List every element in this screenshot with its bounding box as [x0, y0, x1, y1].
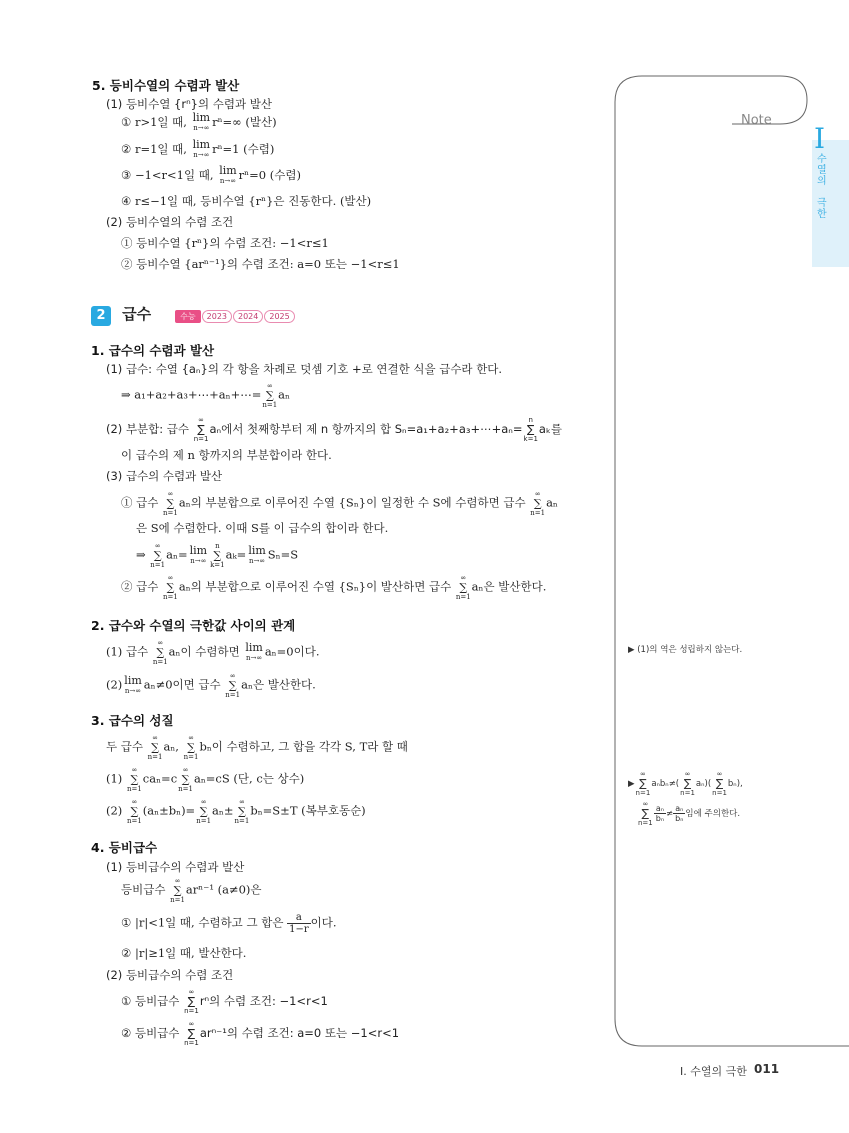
- chapter-tab-text: 수 열 의 극 한: [817, 154, 827, 220]
- s1-def2-line2: 이 급수의 제 n 항까지의 부분합이라 한다.: [121, 448, 332, 462]
- s2-prop2: (2) lim n→∞ aₙ≠0이면 급수 ∞ ∑ n=1 aₙ은 발산한다.: [106, 672, 316, 699]
- section-2-header: [91, 304, 295, 326]
- chapter-tab-roman: I: [814, 122, 826, 155]
- s4-cond1: ① 등비급수 ∞ ∑ n=1 rⁿ의 수렴 조건: −1<r<1: [121, 988, 328, 1015]
- section-number-badge: 2: [91, 306, 111, 326]
- s4-intro: 등비급수 ∞ ∑ n=1 arⁿ⁻¹ (a≠0)은: [121, 877, 262, 904]
- s4-item1: ① |r|<1일 때, 수렴하고 그 합은 $\frac{a}{1-r}$ 이다.: [121, 912, 337, 935]
- s1-def1: (1) 급수: 수열 {aₙ}의 각 항을 차례로 덧셈 기호 +로 연결한 식을 급수라 한다.: [106, 362, 503, 376]
- s4-cond2: ② 등비급수 ∞ ∑ n=1 arⁿ⁻¹의 수렴 조건: a=0 또는 −1<r<1: [121, 1020, 400, 1047]
- footer-chapter: I. 수열의 극한: [680, 1065, 747, 1078]
- csat-badge: 수능: [175, 310, 200, 323]
- s1-def1-eq: ⇒ a₁+a₂+a₃+⋯+aₙ+⋯= ∞ ∑ n=1 aₙ: [121, 382, 291, 409]
- s2-prop1: (1) 급수 ∞ ∑ n=1 aₙ이 수렴하면 lim n→∞ aₙ=0이다.: [106, 639, 320, 666]
- year-badge: 2023: [202, 310, 232, 323]
- s1-def3a-eq: ⇒ ∞ ∑ n=1 aₙ= lim n→∞ n ∑ k=1 aₖ= lim n→∞ Sₙ=S: [136, 542, 299, 569]
- s1-def3a-line2: 은 S에 수렴한다. 이때 S를 이 급수의 합이라 한다.: [136, 521, 389, 535]
- sec5-sub2: (2) 등비수열의 수렴 조건: [106, 215, 234, 229]
- section-5-title: 5. 등비수열의 수렴과 발산: [92, 78, 240, 93]
- section-title: 급수: [122, 305, 152, 323]
- side-note-3: ∞ ∑ n=1 $\frac{\text{aₙ}}{\text{bₙ}}$ ≠ $\frac{\text{aₙ}}{\text{bₙ}}$ 임에 주의한다.: [638, 800, 741, 827]
- s4-sub1: (1) 등비급수의 수렴과 발산: [106, 860, 245, 874]
- s3-title: 3. 급수의 성질: [91, 713, 174, 728]
- sec5-sub1: (1) 등비수열 {rⁿ}의 수렴과 발산: [106, 97, 272, 111]
- s1-def3: (3) 급수의 수렴과 발산: [106, 469, 223, 483]
- sec5-line1: ① r>1일 때, lim n→∞ rⁿ=∞ (발산): [121, 111, 277, 132]
- s1-def3a: ① 급수 ∞ ∑ n=1 aₙ의 부분합으로 이루어진 수열 {Sₙ}이 일정한 수 S에 수렴하면 급수 ∞ ∑ n=1 aₙ: [121, 490, 558, 517]
- note-label: Note: [741, 113, 772, 128]
- year-badge: 2024: [233, 310, 263, 323]
- exam-years: [174, 304, 295, 323]
- side-note-2: ▶ ∞ ∑ n=1 aₙbₙ≠( ∞ ∑ n=1 aₙ)( ∞ ∑ n=1 bₙ),: [628, 770, 743, 797]
- page-number: 011: [754, 1062, 780, 1076]
- s1-def3b: ② 급수 ∞ ∑ n=1 aₙ의 부분합으로 이루어진 수열 {Sₙ}이 발산하면 급수 ∞ ∑ n=1 aₙ은 발산한다.: [121, 574, 547, 601]
- sec5-line4: ④ r≤−1일 때, 등비수열 {rⁿ}은 진동한다. (발산): [121, 194, 372, 208]
- s1-title: 1. 급수의 수렴과 발산: [91, 343, 215, 358]
- s4-sub2: (2) 등비급수의 수렴 조건: [106, 968, 234, 982]
- s3-prop1: (1) ∞ ∑ n=1 caₙ=c ∞ ∑ n=1 aₙ=cS (단, c는 상수): [106, 766, 305, 793]
- s1-def2: (2) 부분합: 급수 ∞ ∑ n=1 aₙ에서 첫째항부터 제 n 항까지의 합 Sₙ=a₁+a₂+a₃+⋯+aₙ= n ∑ k=1 aₖ를: [106, 416, 562, 443]
- side-note-1: ▶ (1)의 역은 성립하지 않는다.: [628, 645, 743, 655]
- s3-intro: 두 급수 ∞ ∑ n=1 aₙ, ∞ ∑ n=1 bₙ이 수렴하고, 그 합을 각각 S, T라 할 때: [106, 734, 408, 761]
- sec5-line2: ② r=1일 때, lim n→∞ rⁿ=1 (수렴): [121, 138, 275, 159]
- sec5-cond2: ② 등비수열 {arⁿ⁻¹}의 수렴 조건: a=0 또는 −1<r≤1: [121, 257, 400, 271]
- sec5-line3: ③ −1<r<1일 때, lim n→∞ rⁿ=0 (수렴): [121, 164, 301, 185]
- s3-prop2: (2) ∞ ∑ n=1 (aₙ±bₙ)= ∞ ∑ n=1 aₙ± ∞ ∑ n=1 bₙ=S±T (복부호동순): [106, 798, 366, 825]
- s2-title: 2. 급수와 수열의 극한값 사이의 관계: [91, 618, 296, 633]
- year-badge: 2025: [264, 310, 294, 323]
- sec5-cond1: ① 등비수열 {rⁿ}의 수렴 조건: −1<r≤1: [121, 236, 329, 250]
- s4-item2: ② |r|≥1일 때, 발산한다.: [121, 946, 247, 960]
- s4-title: 4. 등비급수: [91, 840, 158, 855]
